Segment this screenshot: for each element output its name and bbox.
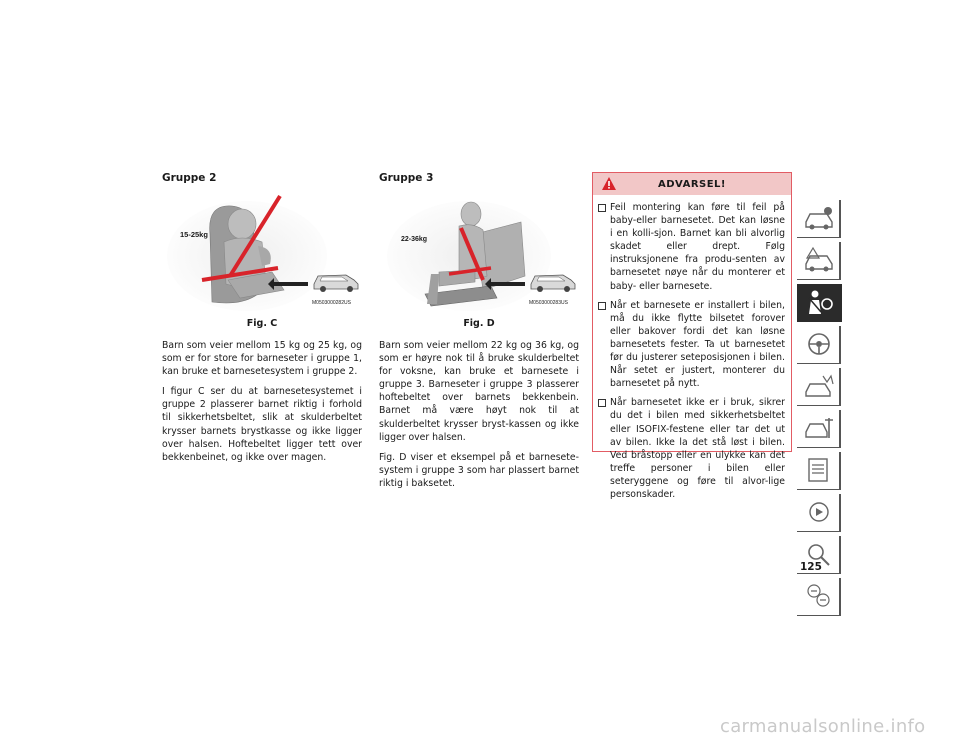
warning-title: ADVARSEL! xyxy=(657,178,726,190)
figure-d-booster-cushion xyxy=(379,194,579,312)
warning-header xyxy=(593,173,791,195)
section-heading-gruppe-2: Gruppe 2 xyxy=(162,172,217,184)
warning-item-text: Feil montering kan føre til feil på baby-eller barnesetet. Det kan løsne i en kolli-sjon. Barnet kan bli alvorlig skadet eller drept. Følg instruksjonene fra produ-senten av barnesetet nøye når du monterer et baby- eller barnesete. xyxy=(610,202,785,292)
watermark: carmanualsonline.info xyxy=(720,716,926,737)
tab-car-warning[interactable] xyxy=(797,242,845,280)
warning-triangle-icon xyxy=(601,176,617,191)
paragraph: Barn som veier mellom 15 kg og 25 kg, og som er for store for barneseter i gruppe 1, kan bruke et barnesetesystem i gruppe 2. xyxy=(162,340,362,378)
warning-item-text: Når et barnesete er installert i bilen, må du ikke flytte bilsetet forover eller bakover fordi det kan løsne barnesetets fester. Ta ut barnesetet før du justerer seteposisjonen i bilen. Når setet er justert, monterer du barnesetet på nytt. xyxy=(610,299,785,390)
figure-caption-d: Fig. D xyxy=(463,318,495,329)
specifications-icon xyxy=(803,456,835,484)
warning-item xyxy=(593,299,791,391)
booster-seat-illustration xyxy=(162,194,362,312)
tab-car-info[interactable] xyxy=(797,200,845,238)
section-heading-gruppe-3: Gruppe 3 xyxy=(379,172,434,184)
car-service-icon xyxy=(803,414,835,442)
multimedia-icon xyxy=(803,498,835,526)
paragraph: Fig. D viser et eksempel på et barnesete-system i gruppe 3 som har plassert barnet riktig i baksetet. xyxy=(379,451,579,489)
car-info-icon xyxy=(803,204,835,232)
bullet-square-icon xyxy=(598,302,606,310)
paragraph: I figur C ser du at barnesetesystemet i gruppe 2 plasserer barnet riktig i forhold til sikkerhetsbeltet, slik at skulderbeltet krysser barnets brystkasse og ikke ligger over halsen. Hoftebeltet ligger tett over bekkenbeinet, og ikke over magen. xyxy=(162,386,362,463)
warning-box xyxy=(592,172,792,500)
paragraph: Barn som veier mellom 22 kg og 36 kg, og som er høyre nok til å bruke skulderbeltet for voksne, kan bruke et barnesete i gruppe 3. Barneseter i gruppe 3 plasserer hoftebeltet over barnets bekkenbein. Barnet må være høyt nok til at skulderbeltet krysser bryst-kassen og ikke ligger over halsen. xyxy=(379,340,579,443)
figure-caption-c: Fig. C xyxy=(246,318,278,329)
bullet-square-icon xyxy=(598,204,606,212)
car-warning-icon xyxy=(803,246,835,274)
figure-weight-label: 15-25kg xyxy=(180,230,208,239)
figure-c-booster-seat xyxy=(162,194,362,312)
car-crash-icon xyxy=(803,372,835,400)
figure-code-label: M0503000283US xyxy=(529,300,568,306)
figure-code-label: M0503000282US xyxy=(312,300,351,306)
warning-item-text: Når barnesetet ikke er i bruk, sikrer du det i bilen med sikkerhetsbeltet eller ISOFIX-festene eller tar det ut av bilen. Ikke la det stå løst i bilen. Ved bråstopp eller en ulykke kan det treffe personer i bilen eller seteryggene og føre til alvor-lige personskader. xyxy=(610,397,785,500)
booster-cushion-illustration xyxy=(379,194,579,312)
page-number: 125 xyxy=(800,561,822,573)
language-icon xyxy=(803,582,835,610)
tab-multimedia[interactable] xyxy=(797,494,845,532)
tab-safety[interactable] xyxy=(797,284,845,322)
chapter-tabs xyxy=(797,200,845,620)
steering-wheel-icon xyxy=(803,330,835,358)
tab-languages[interactable] xyxy=(797,578,845,616)
left-column xyxy=(162,172,362,471)
tab-service[interactable] xyxy=(797,410,845,448)
tab-emergency[interactable] xyxy=(797,368,845,406)
middle-column xyxy=(379,172,579,497)
tab-driving[interactable] xyxy=(797,326,845,364)
warning-item xyxy=(593,396,791,501)
tab-specifications[interactable] xyxy=(797,452,845,490)
bullet-square-icon xyxy=(598,399,606,407)
seatbelt-airbag-icon xyxy=(803,288,835,316)
warning-item xyxy=(593,201,791,293)
figure-weight-label: 22-36kg xyxy=(401,236,428,243)
